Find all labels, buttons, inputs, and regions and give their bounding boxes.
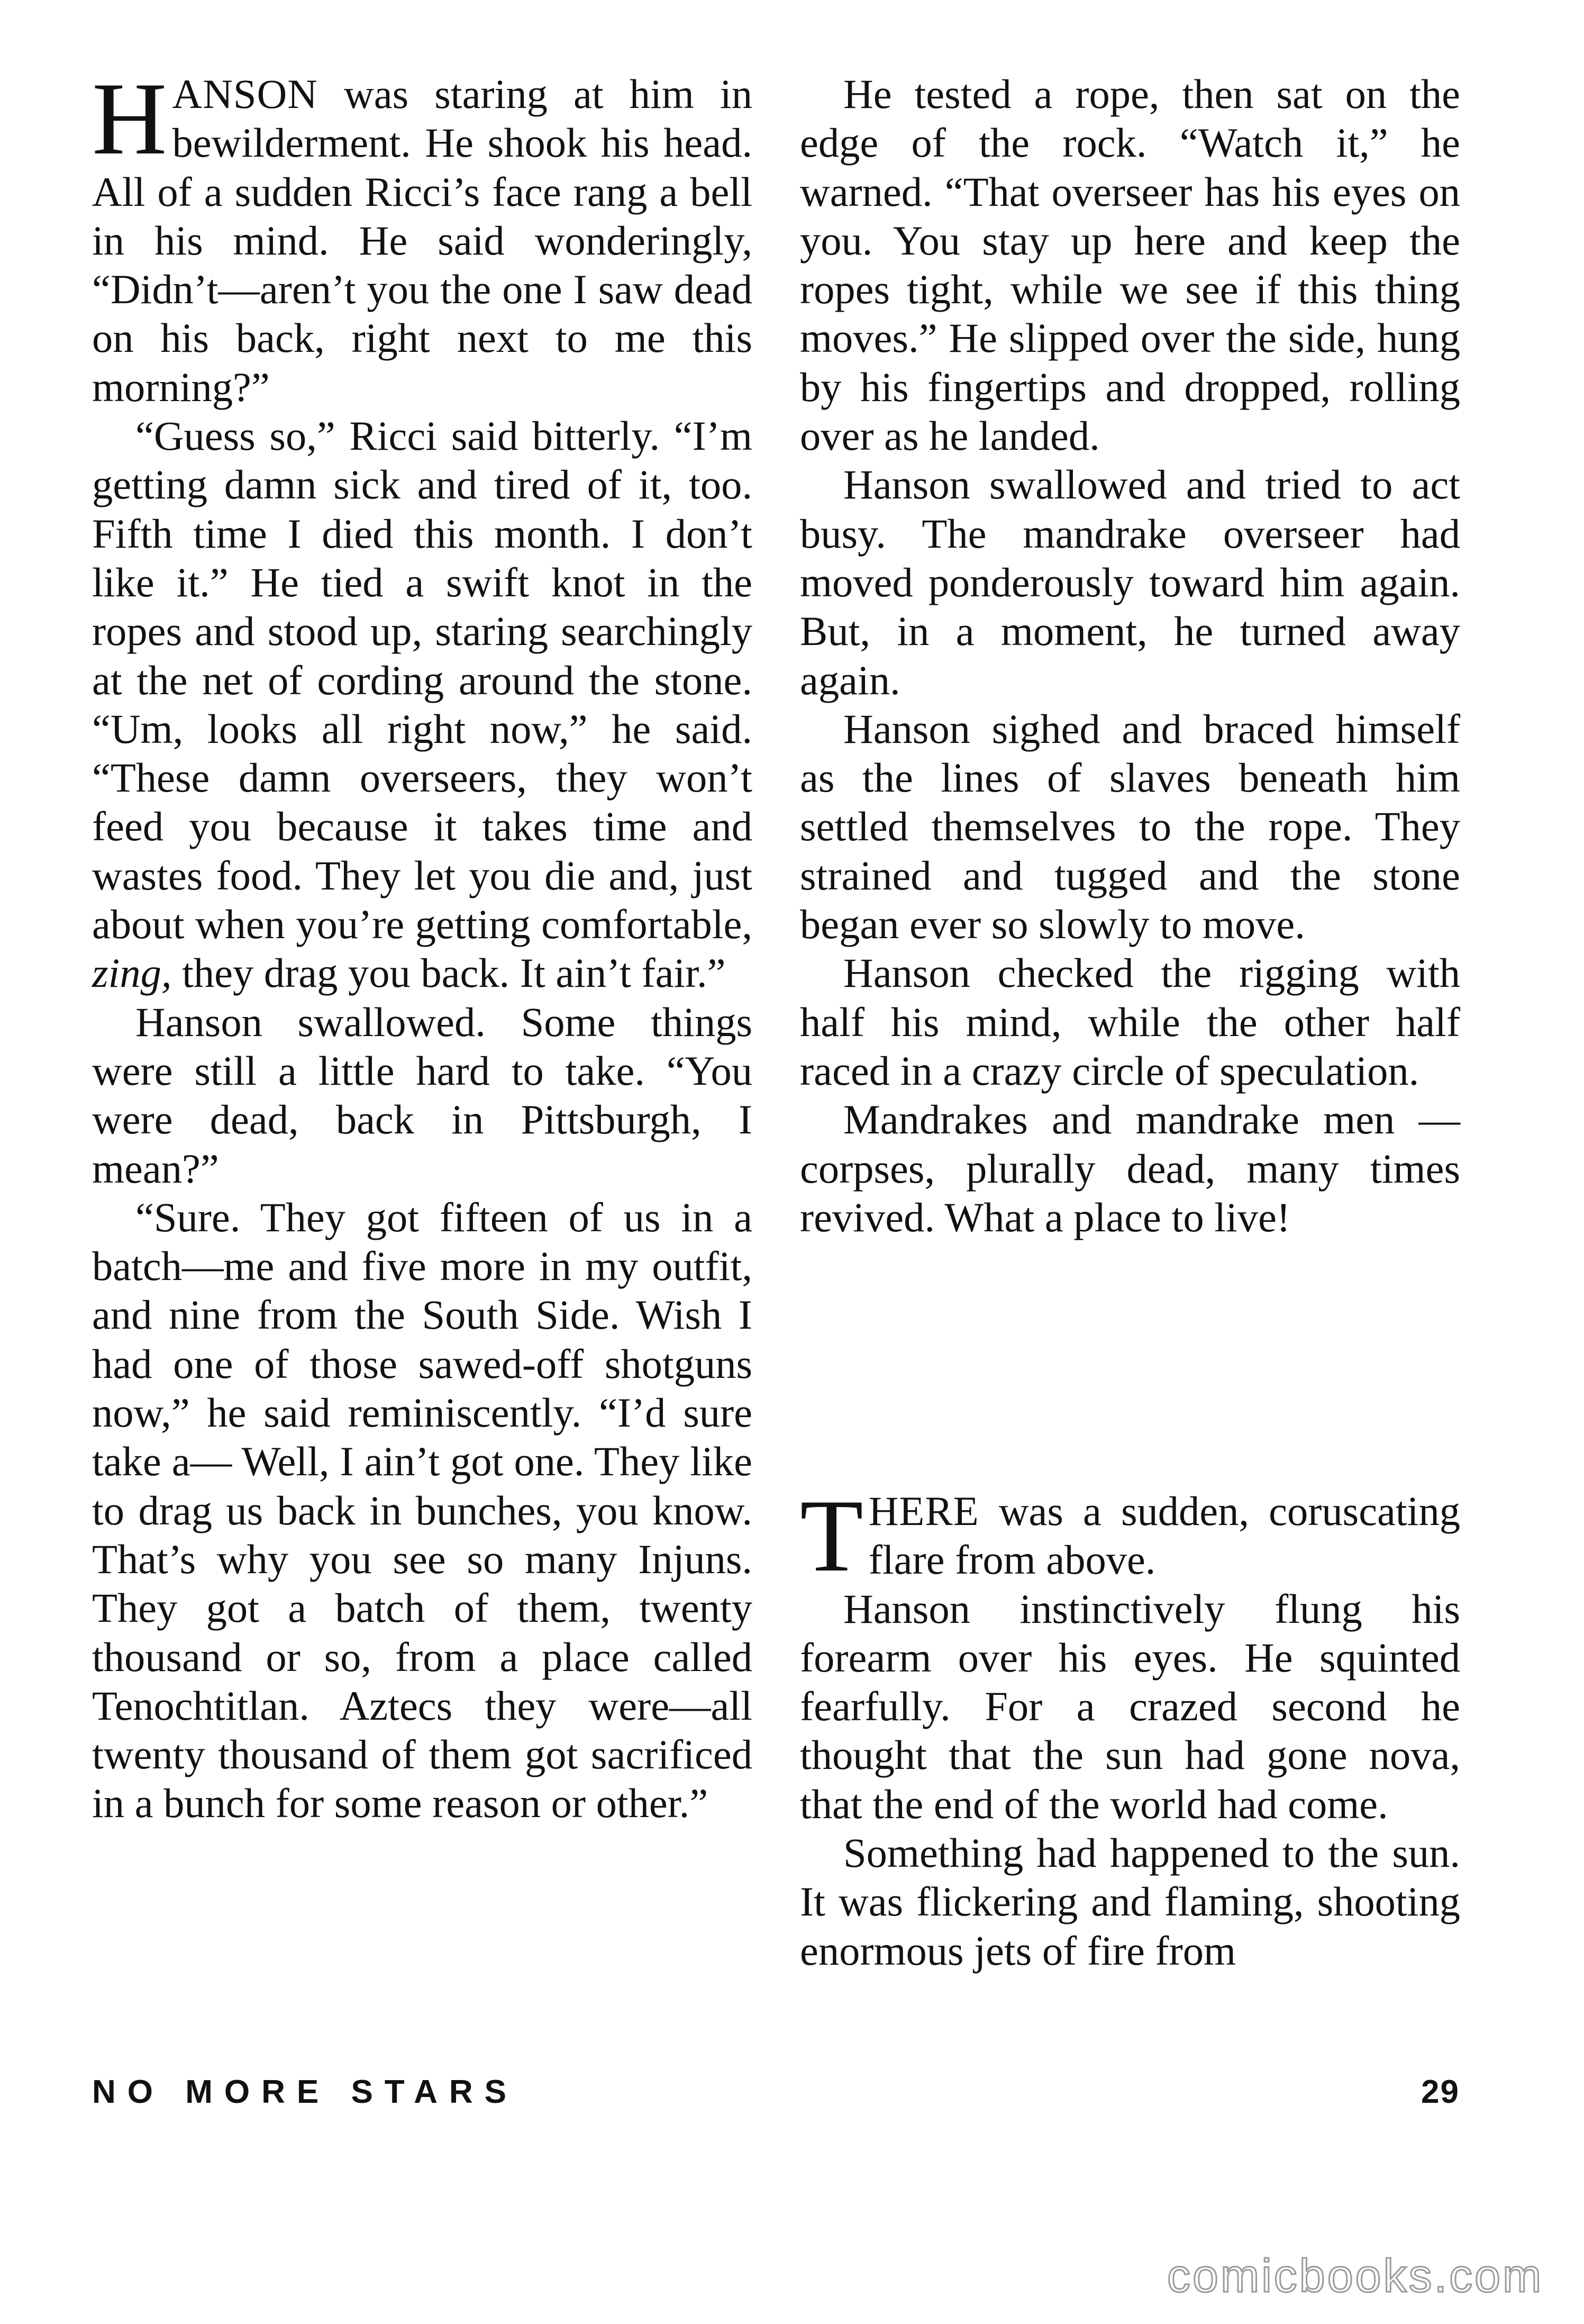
paragraph-text: was a sudden, coruscating flare from above. (868, 1488, 1460, 1583)
left-column (92, 61, 752, 1828)
paragraph-text: Hanson instinctively flung his forearm over his eyes. He squinted fearfully. For a crazed second he thought that the sun had gone nova, that the end of the world had come. (800, 1585, 1460, 1827)
paragraph (800, 1478, 1460, 1593)
paragraph (800, 1829, 1460, 1975)
paragraph (800, 705, 1460, 949)
paragraph-text: “Sure. They got fifteen of us in a batch—me and five more in my outfit, and nine from the South Side. Wish I had one of those sawed-off shotguns now,” he said reminiscently. “I’d sure take a— Well, I ain’t got one. They like to drag us back in bunches, you know. That’s why you see so many Injuns. They got a batch of them, twenty thousand or so, from a place called Tenochtitlan. Aztecs they were—all twenty thousand of them got sacrificed in a bunch for some reason or other.” (92, 1194, 752, 1827)
paragraph (92, 61, 752, 412)
paragraph-text: Something had happened to the sun. It was flickering and flaming, shooting enormous jets of fire from (800, 1830, 1460, 1974)
watermark: comicbooks.com (1167, 2249, 1544, 2302)
italic-word: zing, (92, 950, 172, 996)
paragraph (800, 460, 1460, 704)
small-caps-lead: HERE (868, 1488, 979, 1534)
right-column (800, 70, 1460, 1242)
paragraph-text: “Guess so,” Ricci said bitterly. “I’m getting damn sick and tired of it, too. Fifth time I died this month. I don’t like it.” He tied a swift knot in the ropes and stood up, staring searchingly at the net of cording around the stone. “Um, looks all right now,” he said. “These damn overseers, they won’t feed you because it takes time and wastes food. They let you die and, just about when you’re getting comfortable, (92, 413, 752, 948)
paragraph-text: Mandrakes and mandrake men —corpses, plurally dead, many times revived. What a place to live! (800, 1096, 1460, 1240)
drop-cap: H (92, 61, 167, 176)
paragraph (92, 998, 752, 1193)
small-caps-lead: ANSON (172, 71, 318, 117)
paragraph-text: He tested a rope, then sat on the edge of the rock. “Watch it,” he warned. “That overseer has his eyes on you. You stay up here and keep the ropes tight, while we see if this thing moves.” He slipped over the side, hung by his fingertips and dropped, rolling over as he landed. (800, 71, 1460, 459)
paragraph-text: Hanson swallowed and tried to act busy. The mandrake overseer had moved ponderously toward him again. But, in a moment, he turned away again. (800, 461, 1460, 703)
paragraph (800, 949, 1460, 1095)
paragraph-text: Hanson checked the rigging with half his mind, while the other half raced in a crazy circle of speculation. (800, 950, 1460, 1094)
paragraph (800, 1095, 1460, 1242)
paragraph-text: they drag you back. It ain’t fair.” (171, 950, 726, 996)
paragraph-text: Hanson sighed and braced himself as the lines of slaves beneath him settled themselves to the rope. They strained and tugged and the stone began ever so slowly to move. (800, 705, 1460, 948)
paragraph-text: was staring at him in bewilderment. He shook his head. All of a sudden Ricci’s face rang a bell in his mind. He said wonderingly, “Didn’t—aren’t you the one I saw dead on his back, right next to me this morning?” (92, 71, 752, 410)
paragraph-text: Hanson swallowed. Some things were still a little hard to take. “You were dead, back in Pittsburgh, I mean?” (92, 998, 752, 1192)
paragraph (92, 412, 752, 998)
paragraph (800, 1585, 1460, 1829)
paragraph (92, 1193, 752, 1828)
drop-cap: T (800, 1478, 863, 1593)
running-title: NO MORE STARS (92, 2074, 518, 2110)
paragraph (800, 70, 1460, 460)
page-number: 29 (1421, 2074, 1460, 2110)
right-column-section (800, 1478, 1460, 1975)
